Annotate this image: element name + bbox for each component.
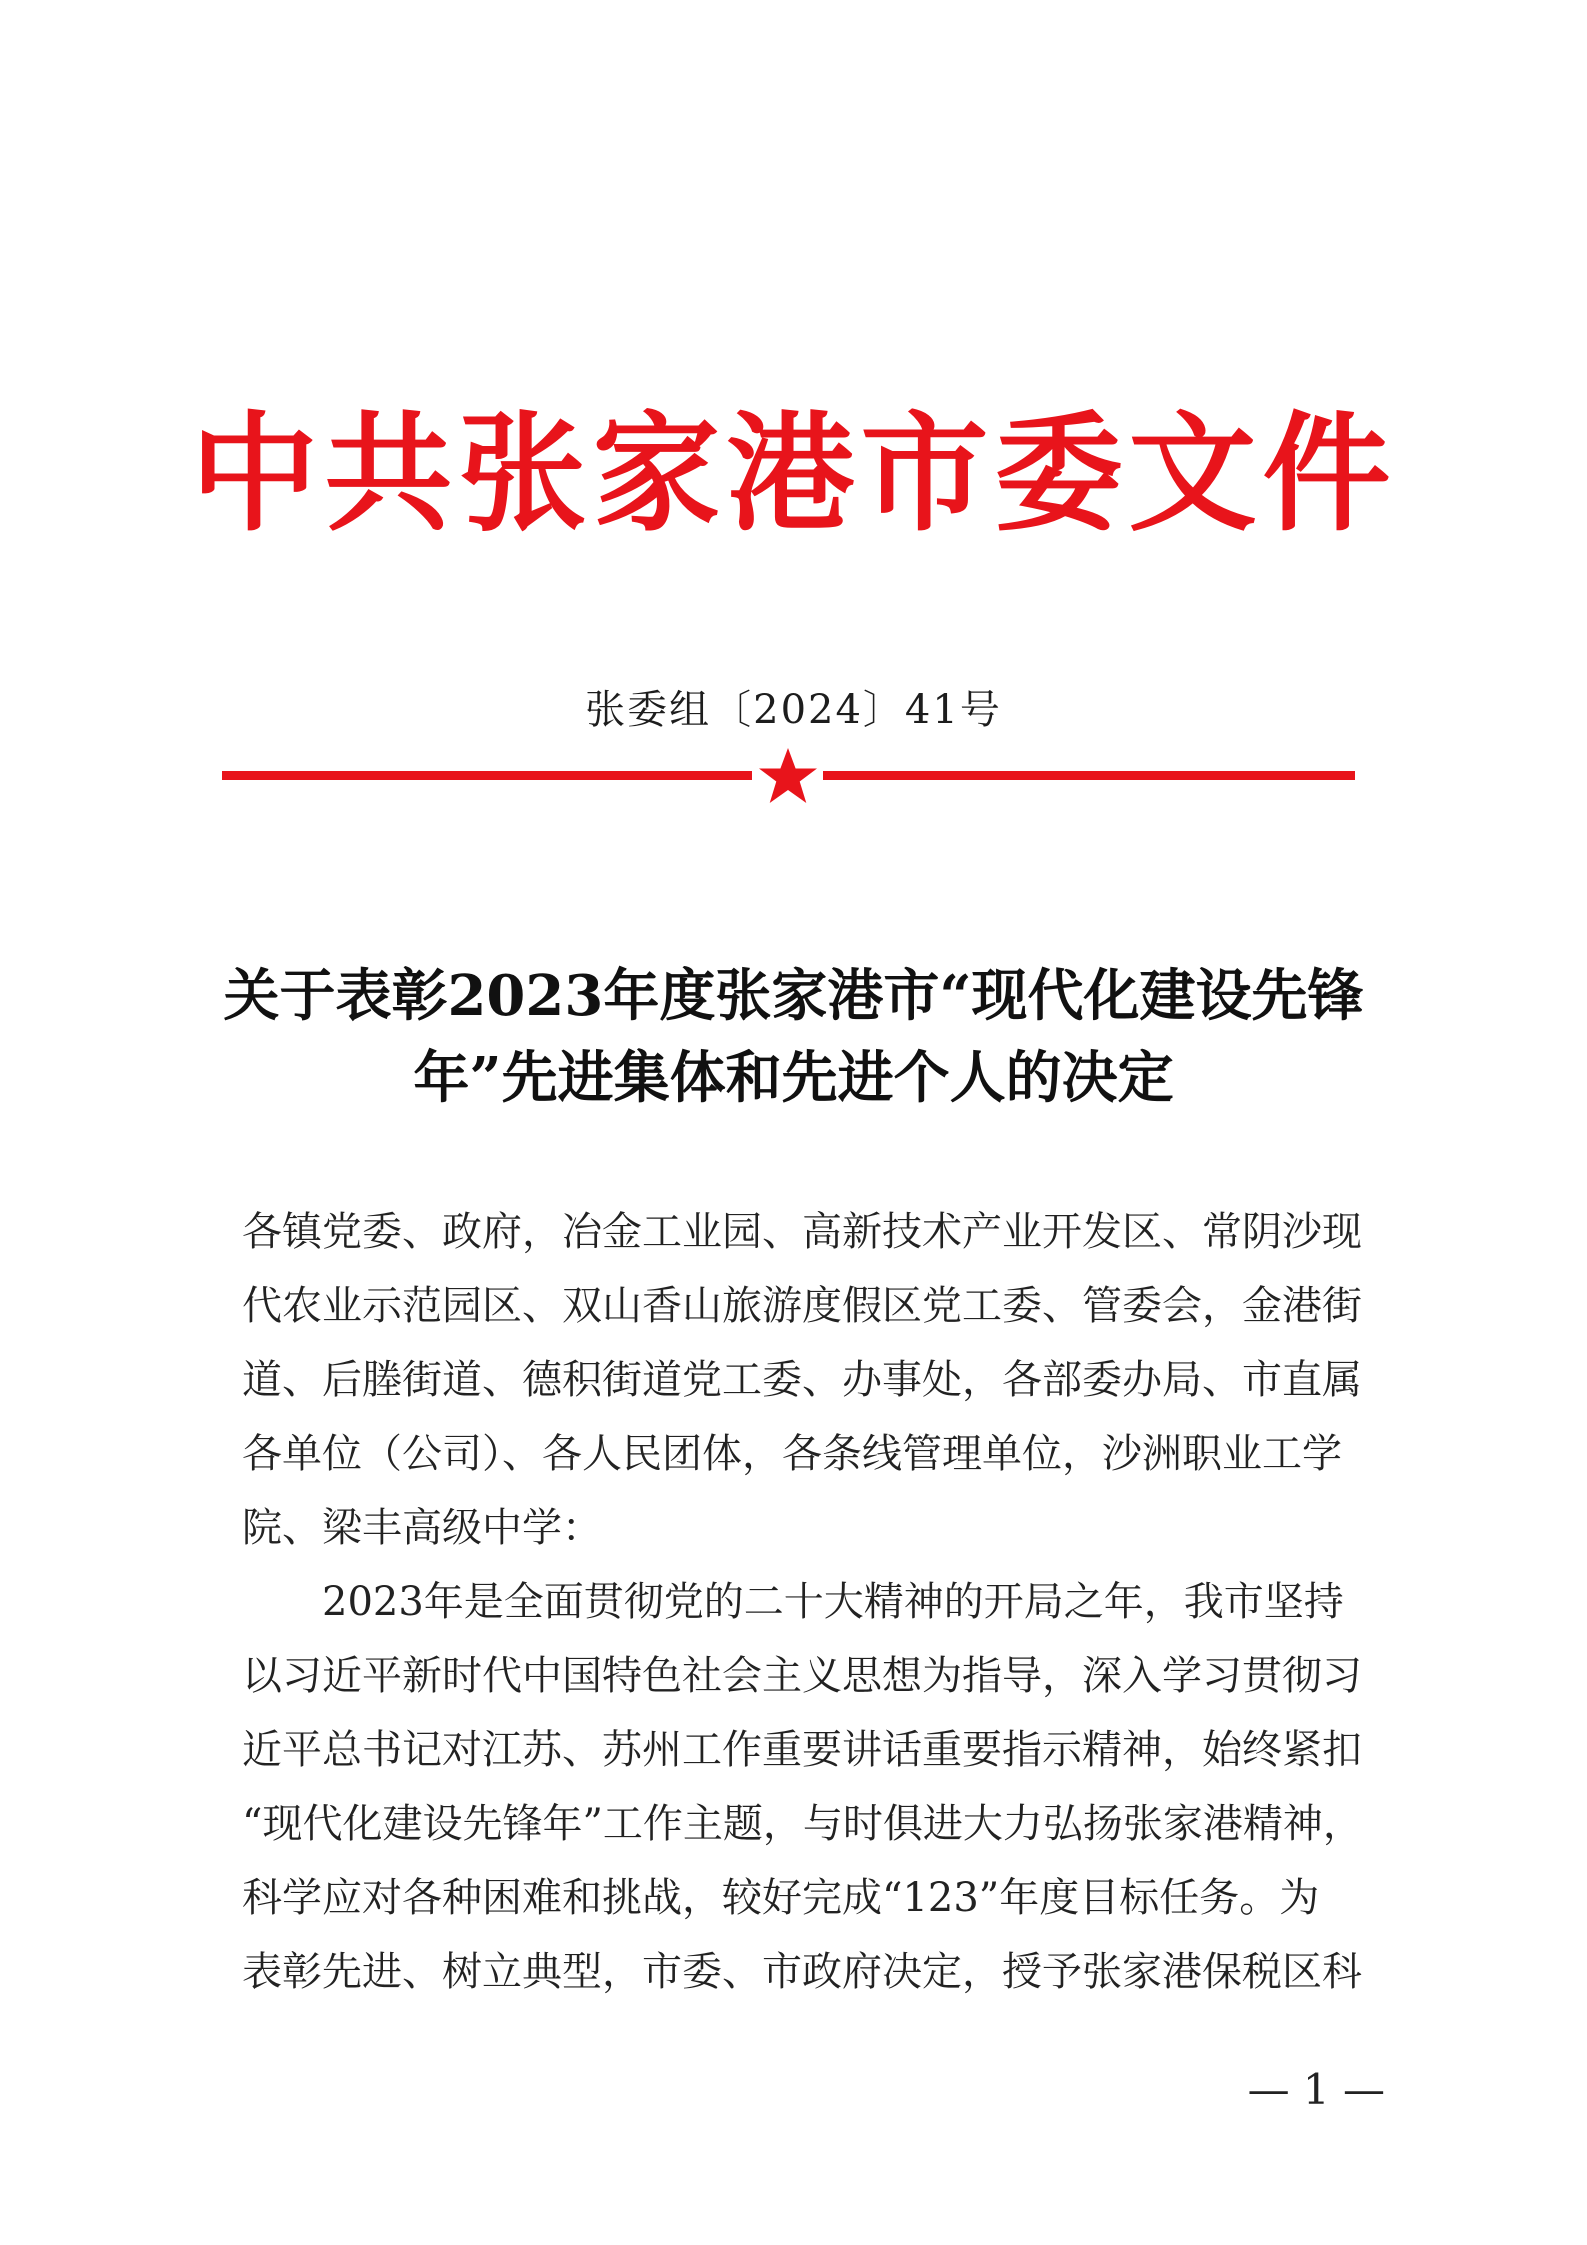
addressee-line: 院、梁丰高级中学：: [242, 1505, 602, 1551]
paragraph-line: 近平总书记对江苏、苏州工作重要讲话重要指示精神，始终紧扣: [242, 1727, 1362, 1773]
addressee-line: 道、后塍街道、德积街道党工委、办事处，各部委办局、市直属: [242, 1357, 1362, 1403]
addressee-line: 各镇党委、政府，冶金工业园、高新技术产业开发区、常阴沙现: [242, 1209, 1362, 1255]
paragraph-line: 科学应对各种困难和挑战，较好完成“123”年度目标任务。为: [242, 1875, 1320, 1921]
addressee-block: [242, 1195, 1372, 1565]
title-line-1: 关于表彰2023年度张家港市“现代化建设先锋: [223, 963, 1364, 1029]
body-paragraph: [242, 1565, 1372, 2009]
document-body: [242, 1195, 1372, 2009]
red-divider-right: [823, 771, 1355, 780]
document-number: 张委组〔2024〕41号: [585, 687, 1002, 733]
paragraph-line: 表彰先进、树立典型，市委、市政府决定，授予张家港保税区科: [242, 1949, 1362, 1995]
addressee-line: 各单位（公司）、各人民团体，各条线管理单位，沙洲职业工学: [242, 1431, 1342, 1477]
page-number: — 1 —: [1247, 2065, 1385, 2114]
paragraph-line: “现代化建设先锋年”工作主题，与时俱进大力弘扬张家港精神，: [242, 1801, 1363, 1847]
document-title: [200, 955, 1387, 1119]
document-masthead: 中共张家港市委文件: [190, 400, 1397, 549]
title-line-2: 年”先进集体和先进个人的决定: [413, 1045, 1174, 1111]
red-divider-left: [222, 771, 752, 780]
paragraph-line: 2023年是全面贯彻党的二十大精神的开局之年，我市坚持: [322, 1579, 1344, 1625]
paragraph-line: 以习近平新时代中国特色社会主义思想为指导，深入学习贯彻习: [242, 1653, 1362, 1699]
star-icon: [755, 746, 821, 806]
addressee-line: 代农业示范园区、双山香山旅游度假区党工委、管委会，金港街: [242, 1283, 1362, 1329]
